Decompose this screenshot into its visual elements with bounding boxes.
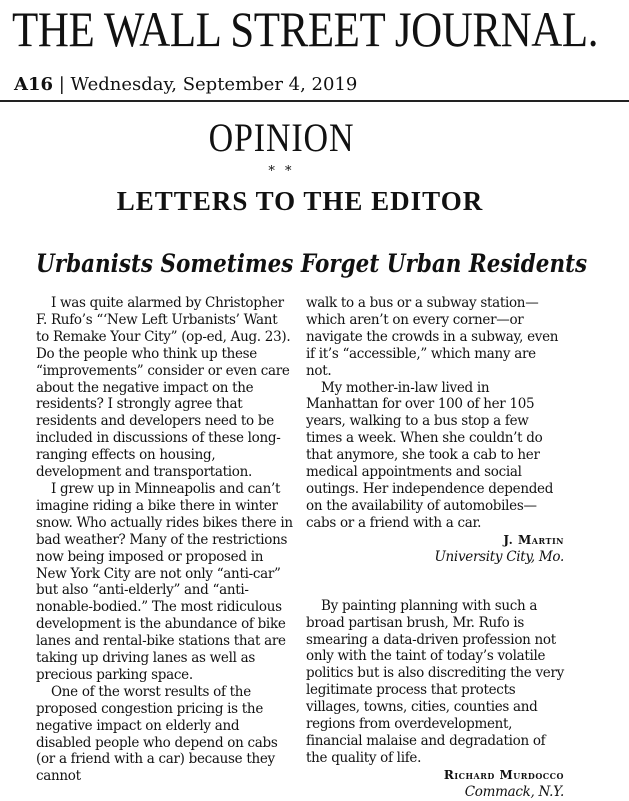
letter-1-author: J. Martin	[503, 532, 564, 547]
letter-2-paragraph-1: By painting planning with such a broad partisan brush, Mr. Rufo is smearing a data-driven profession not only with the taint of today’s volatile politics but is also discrediting the very legitimate process that protects villages, towns, cities, counties and regions from overdevelopment, financial malaise and degradation of the quality of life.	[306, 597, 564, 766]
letter-2-author: Richard Murdocco	[443, 767, 564, 782]
issue-date: Wednesday, September 4, 2019	[70, 74, 358, 95]
dateline	[14, 74, 357, 96]
letter-1-paragraph-3-continued: walk to a bus or a subway station—which aren’t on every corner—or navigate the crowds in a subway, even if it’s “accessible,” which many are not.	[306, 295, 559, 379]
subsection-title: LETTERS TO THE EDITOR	[116, 186, 484, 216]
letter-1-signature	[306, 532, 564, 566]
letter-1-paragraph-1: I was quite alarmed by Christopher F. Rufo’s “‘New Left Urbanists’ Want to Remake Your City” (op-ed, Aug. 23). Do the people who think up these “improvements” consider or even care about the negative impact on the residents? I strongly agree that residents and developers need to be included in discussions of these long-ranging effects on housing, development and transportation.	[36, 295, 291, 481]
right-column	[306, 295, 564, 801]
headline: Urbanists Sometimes Forget Urban Residents	[36, 249, 588, 278]
left-column	[36, 295, 294, 785]
header-rule	[0, 100, 629, 102]
letter-1-paragraph-4: My mother-in-law lived in Manhattan for over 100 of her 105 years, walking to a bus stop a few times a week. When she couldn’t do that anymore, she took a cab to her medical appointments and social outings. Her independence depended on the availability of automobiles—cabs or a friend with a car.	[306, 379, 554, 531]
masthead: THE WALL STREET JOURNAL.	[12, 1, 599, 57]
letter-2-location: Commack, N.Y.	[464, 783, 564, 800]
page-number: A16	[14, 74, 54, 95]
letter-1-paragraph-2: I grew up in Minneapolis and can’t imagine riding a bike there in winter snow. Who actually rides bikes there in bad weather? Many of the restrictions now being imposed or proposed in New York City are not only “anti-car” but also “anti-elderly” and “anti-nonable-bodied.” The most ridiculous development is the abundance of bike lanes and rental-bike stations that are taking up driving lanes as well as precious parking space.	[36, 480, 293, 683]
letter-2-signature	[306, 767, 564, 801]
letter-gap	[306, 566, 564, 598]
section-ornament: * *	[268, 164, 295, 179]
section-title: OPINION	[208, 115, 355, 160]
letter-1-location: University City, Mo.	[434, 548, 564, 565]
dateline-separator: |	[53, 74, 71, 95]
letter-1-paragraph-3: One of the worst results of the proposed congestion pricing is the negative impact on elderly and disabled people who depend on cabs (or a friend with a car) because they cannot	[36, 683, 278, 785]
